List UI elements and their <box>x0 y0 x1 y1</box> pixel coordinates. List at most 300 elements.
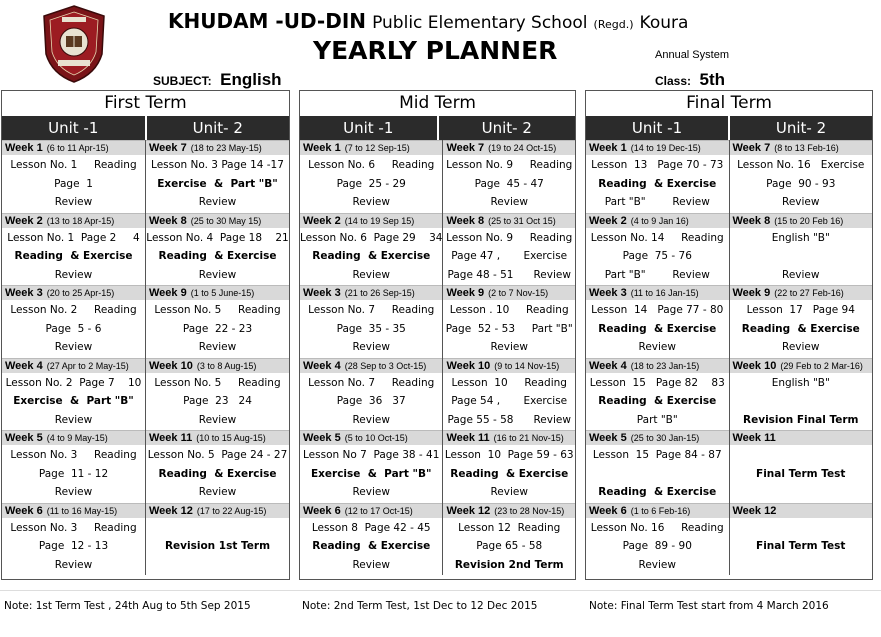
week-date-range: (12 to 17 Oct-15) <box>344 505 413 516</box>
week-label: Week 3 <box>5 287 43 299</box>
week-cell <box>443 430 575 503</box>
term-block-2 <box>299 90 576 580</box>
lesson-line: Lesson 15 Page 84 - 87 <box>592 449 722 461</box>
week-cell <box>2 503 145 576</box>
week-label: Week 11 <box>149 432 193 444</box>
week-date-range: (27 Apr to 2 May-15) <box>46 360 129 371</box>
week-date-range: (14 to 19 Sep 15) <box>344 215 415 226</box>
week-date-range: (7 to 12 Sep-15) <box>344 143 410 153</box>
week-cell <box>2 213 145 286</box>
lesson-line: Exercise & Part "B" <box>310 467 432 480</box>
week-date-range: (10 to 15 Aug-15) <box>196 433 266 443</box>
week-content <box>443 228 575 286</box>
week-label: Week 9 <box>732 287 771 299</box>
week-cell <box>443 503 575 576</box>
week-content <box>586 445 729 503</box>
lesson-line: Exercise & Part "B" <box>13 395 134 407</box>
week-content <box>443 445 575 503</box>
week-header <box>443 503 575 518</box>
week-header <box>730 140 873 155</box>
class-label: Class: <box>655 74 692 88</box>
week-header <box>586 140 729 155</box>
lesson-line: Review <box>352 558 390 571</box>
week-content <box>443 155 575 213</box>
week-date-range: (21 to 26 Sep-15) <box>344 288 415 298</box>
unit-header: Unit- 2 <box>728 116 872 140</box>
week-content <box>146 518 289 576</box>
week-label: Week 4 <box>303 359 341 372</box>
week-cell <box>586 430 729 503</box>
lesson-line: Review <box>638 341 676 353</box>
lesson-line: Page 89 - 90 <box>622 540 692 552</box>
week-header <box>586 503 729 518</box>
lesson-line: Lesson 17 Page 94 <box>746 304 855 316</box>
school-title <box>168 9 688 33</box>
week-label: Week 5 <box>589 432 627 444</box>
week-content <box>443 518 575 576</box>
lesson-line: Lesson No. 3 Page 14 -17 <box>151 159 284 171</box>
lesson-line: Reading & Exercise <box>598 486 717 498</box>
week-date-range: (20 to 25 Apr-15) <box>46 288 115 298</box>
lesson-line: Final Term Test <box>756 540 846 552</box>
week-date-range: (3 to 8 Aug-15) <box>196 360 257 371</box>
lesson-line <box>730 483 873 502</box>
week-label: Week 7 <box>732 142 771 154</box>
week-date-range: (19 to 24 Oct-15) <box>488 143 557 153</box>
week-header <box>730 285 873 300</box>
lesson-line <box>730 519 873 538</box>
lesson-line: English "B" <box>771 376 830 389</box>
lesson-line: Lesson 10 Reading <box>451 376 567 389</box>
lesson-line: Review <box>352 413 390 426</box>
week-header <box>146 358 289 373</box>
page-title: YEARLY PLANNER <box>313 36 558 65</box>
lesson-line: Reading & Exercise <box>312 540 431 552</box>
lesson-line: Page 36 37 <box>336 395 406 407</box>
lesson-line: Page 1 <box>54 177 93 190</box>
week-content <box>730 155 873 213</box>
lesson-line: Review <box>54 196 93 208</box>
week-label: Week 8 <box>446 214 485 227</box>
lesson-line: Review <box>782 196 820 208</box>
lesson-line: Page 52 - 53 Part "B" <box>445 322 573 335</box>
week-header <box>2 140 145 155</box>
week-content <box>2 445 145 503</box>
lesson-line: Page 54 , Exercise <box>451 395 568 407</box>
lesson-line: Reading & Exercise <box>598 322 717 335</box>
week-label: Week 11 <box>732 432 776 444</box>
week-content <box>2 228 145 286</box>
lesson-line: Lesson No. 3 Reading <box>10 521 137 534</box>
lesson-line: Review <box>638 558 676 571</box>
week-content <box>146 373 289 431</box>
week-date-range: (4 to 9 Jan 16) <box>630 215 689 226</box>
class-field <box>655 70 725 90</box>
lesson-line: Page 22 - 23 <box>182 322 253 335</box>
lesson-line: Lesson No. 9 Reading <box>446 159 573 171</box>
lesson-line: Lesson No. 6 Page 29 34 <box>300 231 443 244</box>
school-regd: (Regd.) <box>593 18 634 31</box>
lesson-line: Review <box>352 196 390 208</box>
lesson-line <box>146 556 289 575</box>
week-cell <box>586 140 729 213</box>
unit-header: Unit -1 <box>48 119 99 137</box>
week-date-range: (1 to 6 Feb-16) <box>630 505 691 516</box>
week-label: Week 6 <box>5 504 43 517</box>
lesson-line: Reading & Exercise <box>598 395 717 407</box>
week-content <box>300 518 442 576</box>
week-content <box>730 228 873 286</box>
lesson-line: Lesson 12 Reading <box>458 521 561 534</box>
week-cell <box>146 213 289 286</box>
subject-value: English <box>220 70 282 89</box>
week-header <box>300 285 442 300</box>
school-name: KHUDAM -UD-DIN <box>168 9 367 33</box>
week-label: Week 9 <box>149 287 187 299</box>
lesson-line: Exercise & Part "B" <box>157 177 278 190</box>
lesson-line <box>586 465 729 484</box>
week-header <box>586 430 729 445</box>
week-cell <box>146 358 289 431</box>
term-block-1 <box>1 90 290 580</box>
week-label: Week 3 <box>589 287 627 299</box>
lesson-line: Review <box>352 268 390 281</box>
week-content <box>300 445 442 503</box>
unit-column <box>729 140 873 575</box>
lesson-line: Lesson . 10 Reading <box>449 304 569 316</box>
week-date-range: (25 to 31 Oct 15) <box>488 215 556 226</box>
lesson-line: Revision 1st Term <box>164 540 271 552</box>
week-cell <box>586 285 729 358</box>
lesson-line: Lesson 8 Page 42 - 45 <box>311 521 431 534</box>
lesson-line: Revision 2nd Term <box>454 558 564 571</box>
lesson-line: Review <box>352 486 390 498</box>
lesson-line <box>730 556 873 575</box>
week-date-range: (11 to 16 Jan-15) <box>630 288 699 298</box>
week-cell <box>730 285 873 358</box>
week-content <box>443 373 575 431</box>
week-cell <box>443 213 575 286</box>
week-content <box>730 373 873 431</box>
lesson-line: Review <box>54 268 93 281</box>
week-label: Week 2 <box>303 214 341 227</box>
term-title: Final Term <box>686 93 772 113</box>
week-cell <box>146 430 289 503</box>
lesson-line: Reading & Exercise <box>741 322 860 335</box>
week-cell <box>586 358 729 431</box>
unit-column <box>300 140 442 575</box>
week-header <box>443 140 575 155</box>
lesson-line <box>730 392 873 411</box>
school-logo <box>40 4 108 84</box>
lesson-line: Page 25 - 29 <box>336 177 406 190</box>
week-date-range: (5 to 10 Oct-15) <box>344 433 408 443</box>
lesson-line: Final Term Test <box>756 467 846 480</box>
term-title: Mid Term <box>399 93 476 113</box>
week-date-range: (13 to 18 Apr-15) <box>46 215 115 226</box>
subject-field <box>153 70 282 90</box>
week-content <box>300 228 442 286</box>
week-header <box>146 503 289 518</box>
week-header <box>586 285 729 300</box>
week-header <box>2 430 145 445</box>
lesson-line: Lesson 14 Page 77 - 80 <box>591 304 724 316</box>
week-header <box>300 358 442 373</box>
week-content <box>443 300 575 358</box>
week-label: Week 7 <box>149 142 187 154</box>
week-cell <box>300 503 442 576</box>
lesson-line: Part "B" <box>636 413 678 426</box>
week-date-range: (9 to 14 Nov-15) <box>494 360 560 371</box>
lesson-line: Part "B" Review <box>604 196 710 208</box>
week-content <box>2 300 145 358</box>
lesson-line: Lesson No. 16 Reading <box>590 521 724 534</box>
school-location: Koura <box>639 13 689 33</box>
week-content <box>300 373 442 431</box>
term-test-note: Note: 1st Term Test , 24th Aug to 5th Sep 2015 <box>4 600 251 612</box>
week-cell <box>300 358 442 431</box>
lesson-line: English "B" <box>771 231 830 244</box>
unit-column <box>442 140 575 575</box>
week-label: Week 2 <box>589 214 627 227</box>
lesson-line: Lesson No. 2 Page 7 10 <box>5 376 142 389</box>
week-label: Week 6 <box>303 504 341 517</box>
unit-header: Unit -1 <box>631 119 683 137</box>
week-header <box>2 213 145 228</box>
week-cell <box>443 140 575 213</box>
week-cell <box>2 358 145 431</box>
week-date-range: (8 to 13 Feb-16) <box>774 143 839 153</box>
lesson-line: Lesson No. 5 Reading <box>154 304 281 316</box>
unit-header: Unit- 2 <box>437 116 576 140</box>
unit-column <box>586 140 729 575</box>
week-header <box>443 358 575 373</box>
week-date-range: (16 to 21 Nov-15) <box>493 433 564 443</box>
week-content <box>730 518 873 576</box>
unit-header-bar <box>2 116 289 140</box>
week-date-range: (17 to 22 Aug-15) <box>196 505 267 516</box>
week-cell <box>443 285 575 358</box>
week-content <box>586 155 729 213</box>
term-block-3 <box>585 90 873 580</box>
week-content <box>146 228 289 286</box>
lesson-line: Page 55 - 58 Review <box>447 413 571 426</box>
lesson-line: Page 90 - 93 <box>766 177 836 190</box>
week-header <box>2 503 145 518</box>
lesson-line: Lesson No. 16 Exercise <box>737 159 865 171</box>
week-header <box>300 140 442 155</box>
lesson-line: Review <box>198 268 237 281</box>
week-cell <box>146 140 289 213</box>
week-label: Week 8 <box>149 214 187 227</box>
week-label: Week 5 <box>303 432 341 444</box>
week-content <box>300 155 442 213</box>
week-header <box>730 430 873 445</box>
week-content <box>146 445 289 503</box>
lesson-line: Lesson No. 7 Reading <box>308 304 435 316</box>
unit-column <box>145 140 289 575</box>
lesson-line: Review <box>54 558 93 571</box>
week-header <box>300 503 442 518</box>
lesson-line: Lesson No. 5 Reading <box>154 376 281 389</box>
week-header <box>443 213 575 228</box>
lesson-line: Lesson No. 14 Reading <box>590 231 724 244</box>
week-date-range: (18 to 23 May-15) <box>190 143 262 153</box>
lesson-line: Review <box>54 486 93 498</box>
week-header <box>730 358 873 373</box>
week-cell <box>730 503 873 576</box>
week-date-range: (14 to 19 Dec-15) <box>630 143 701 153</box>
lesson-line: Lesson No. 2 Reading <box>10 304 137 316</box>
lesson-line: Review <box>782 268 820 281</box>
week-cell <box>2 430 145 503</box>
week-label: Week 5 <box>5 432 43 444</box>
class-value: 5th <box>699 70 725 89</box>
lesson-line: Reading & Exercise <box>450 467 569 480</box>
week-cell <box>730 358 873 431</box>
lesson-line: Lesson No. 9 Reading <box>446 231 573 244</box>
week-date-range: (2 to 7 Nov-15) <box>488 288 549 298</box>
week-label: Week 12 <box>446 504 491 517</box>
week-cell <box>730 140 873 213</box>
unit-header-bar <box>300 116 575 140</box>
lesson-line: Review <box>782 341 820 353</box>
lesson-line: Lesson No. 6 Reading <box>308 159 435 171</box>
lesson-line: Review <box>198 486 237 498</box>
lesson-line: Review <box>490 196 528 208</box>
week-label: Week 2 <box>5 214 43 227</box>
week-cell <box>2 285 145 358</box>
lesson-line: Page 5 - 6 <box>45 322 102 335</box>
week-content <box>146 300 289 358</box>
week-label: Week 6 <box>589 504 627 517</box>
week-label: Week 4 <box>5 359 43 372</box>
lesson-line: Lesson 15 Page 82 83 <box>589 376 725 389</box>
week-label: Week 7 <box>446 142 485 154</box>
lesson-line: Page 48 - 51 Review <box>447 268 571 281</box>
week-label: Week 9 <box>446 287 485 299</box>
week-cell <box>730 213 873 286</box>
lesson-line: Lesson No. 1 Page 2 4 <box>7 231 140 244</box>
week-header <box>586 213 729 228</box>
term-title: First Term <box>104 93 187 113</box>
week-label: Week 10 <box>732 359 777 372</box>
week-cell <box>300 140 442 213</box>
system-label: Annual System <box>655 49 729 61</box>
week-cell <box>300 213 442 286</box>
week-header <box>443 285 575 300</box>
week-header <box>146 213 289 228</box>
unit-header: Unit -1 <box>343 119 394 137</box>
week-content <box>586 373 729 431</box>
week-label: Week 1 <box>589 142 627 154</box>
lesson-line: Review <box>198 413 237 426</box>
week-cell <box>2 140 145 213</box>
week-content <box>2 155 145 213</box>
week-cell <box>146 285 289 358</box>
lesson-line: Page 47 , Exercise <box>451 250 568 262</box>
week-header <box>146 140 289 155</box>
week-label: Week 3 <box>303 287 341 299</box>
week-content <box>586 228 729 286</box>
week-cell <box>586 213 729 286</box>
lesson-line: Reading & Exercise <box>14 250 133 262</box>
term-test-note: Note: Final Term Test start from 4 March 2016 <box>589 600 829 612</box>
week-date-range: (18 to 23 Jan-15) <box>630 360 700 371</box>
week-date-range: (22 to 27 Feb-16) <box>774 288 844 298</box>
week-header <box>300 430 442 445</box>
week-header <box>146 430 289 445</box>
lesson-line: Reading & Exercise <box>158 250 277 262</box>
week-date-range: (1 to 5 June-15) <box>190 288 255 298</box>
week-date-range: (23 to 28 Nov-15) <box>494 505 565 516</box>
lesson-line: Lesson 10 Page 59 - 63 <box>444 449 574 461</box>
week-date-range: (25 to 30 May 15) <box>190 215 262 226</box>
lesson-line: Page 65 - 58 <box>476 540 543 552</box>
week-date-range: (6 to 11 Apr-15) <box>46 143 109 153</box>
term-test-note: Note: 2nd Term Test, 1st Dec to 12 Dec 2015 <box>302 600 538 612</box>
week-date-range: (29 Feb to 2 Mar-16) <box>780 360 863 371</box>
lesson-line: Reading & Exercise <box>158 467 277 480</box>
week-header <box>443 430 575 445</box>
lesson-line <box>730 247 873 266</box>
lesson-line <box>730 446 873 465</box>
week-label: Week 1 <box>5 142 43 154</box>
lesson-line: Review <box>198 341 237 353</box>
lesson-line: Lesson No 7 Page 38 - 41 <box>303 449 440 461</box>
week-cell <box>443 358 575 431</box>
lesson-line: Lesson No. 4 Page 18 21 <box>146 231 289 244</box>
week-header <box>300 213 442 228</box>
week-header <box>586 358 729 373</box>
week-content <box>730 445 873 503</box>
week-cell <box>586 503 729 576</box>
lesson-line: Lesson No. 1 Reading <box>10 159 137 171</box>
unit-column <box>2 140 145 575</box>
week-label: Week 10 <box>446 359 491 372</box>
school-name-rest: Public Elementary School <box>372 13 588 33</box>
lesson-line: Review <box>490 341 528 353</box>
subject-label: SUBJECT: <box>153 74 212 88</box>
lesson-line: Lesson No. 3 Reading <box>10 449 137 461</box>
week-label: Week 11 <box>446 432 490 444</box>
unit-header-bar <box>586 116 872 140</box>
week-cell <box>300 430 442 503</box>
lesson-line: Lesson No. 7 Reading <box>308 376 435 389</box>
week-header <box>730 213 873 228</box>
unit-header: Unit- 2 <box>145 116 290 140</box>
week-header <box>730 503 873 518</box>
lesson-line: Page 75 - 76 <box>622 250 692 262</box>
week-label: Week 12 <box>149 504 193 517</box>
week-header <box>146 285 289 300</box>
lesson-line: Lesson 13 Page 70 - 73 <box>591 159 724 171</box>
week-content <box>2 373 145 431</box>
week-label: Week 4 <box>589 359 627 372</box>
lesson-line: Page 23 24 <box>183 395 252 407</box>
week-date-range: (15 to 20 Feb 16) <box>774 215 844 226</box>
week-content <box>730 300 873 358</box>
lesson-line: Lesson No. 5 Page 24 - 27 <box>147 449 288 461</box>
lesson-line: Revision Final Term <box>743 413 859 426</box>
week-cell <box>730 430 873 503</box>
week-label: Week 8 <box>732 214 771 227</box>
week-header <box>2 285 145 300</box>
lesson-line: Page 35 - 35 <box>336 322 406 335</box>
lesson-line: Review <box>352 341 390 353</box>
lesson-line: Reading & Exercise <box>312 250 431 262</box>
week-content <box>2 518 145 576</box>
